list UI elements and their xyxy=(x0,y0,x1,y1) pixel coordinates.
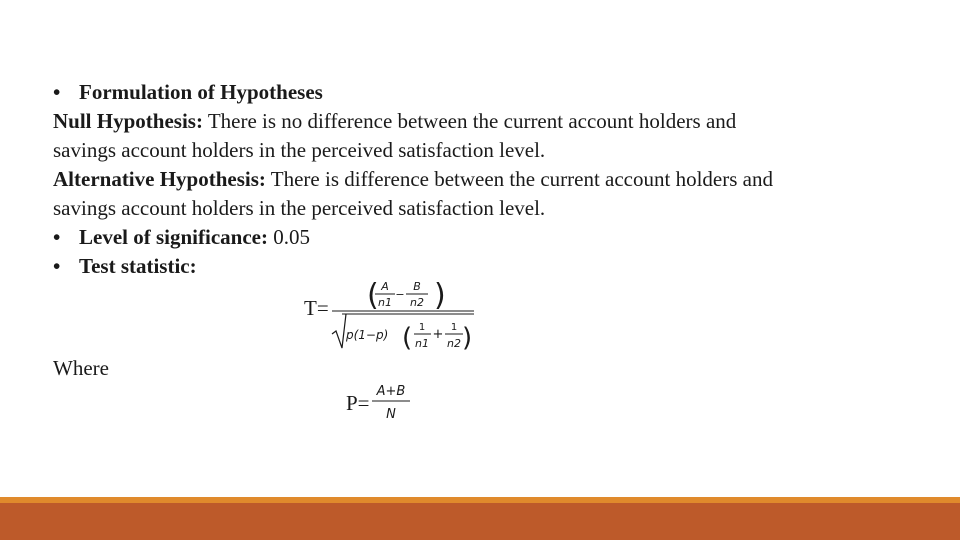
t-den-plus: + xyxy=(432,327,444,342)
p-num: A+B xyxy=(376,384,406,399)
bullet-icon: • xyxy=(53,225,61,249)
alt-hypothesis-line-1 xyxy=(53,165,893,194)
test-statistic-label: Test statistic: xyxy=(79,254,197,278)
p-den: N xyxy=(386,407,396,422)
p-formula-lhs: P= xyxy=(346,391,370,415)
footer-bar xyxy=(0,503,960,540)
alt-hypothesis-line-2: savings account holders in the perceived satisfaction level. xyxy=(53,196,546,220)
null-hypothesis-text-1: There is no difference between the current account holders and xyxy=(202,109,737,133)
where-label: Where xyxy=(53,356,109,380)
t-num-n2: n2 xyxy=(410,296,424,309)
t-num-a: A xyxy=(381,280,389,293)
t-num-b: B xyxy=(413,280,421,293)
t-formula-lhs: T= xyxy=(304,296,329,320)
alt-hypothesis-label: Alternative Hypothesis: xyxy=(53,167,266,191)
heading: Formulation of Hypotheses xyxy=(79,80,323,104)
t-formula xyxy=(330,276,480,356)
t-den-p: p(1−p) xyxy=(346,328,389,342)
t-num-minus: − xyxy=(395,288,405,301)
significance-line xyxy=(53,223,893,252)
null-hypothesis-line-1 xyxy=(53,107,893,136)
null-hypothesis-label: Null Hypothesis: xyxy=(53,109,203,133)
slide-body xyxy=(53,78,893,281)
t-num-n1: n1 xyxy=(378,296,392,309)
svg-text:(: ( xyxy=(367,278,379,313)
significance-value: 0.05 xyxy=(267,225,310,249)
svg-text:(: ( xyxy=(402,323,413,353)
svg-text:): ) xyxy=(434,278,446,313)
bullet-icon: • xyxy=(53,80,61,104)
t-den-one-a: 1 xyxy=(418,322,426,333)
p-formula xyxy=(370,380,414,426)
t-den-n1: n1 xyxy=(415,337,429,350)
t-den-n2: n2 xyxy=(447,337,461,350)
null-hypothesis-line-2: savings account holders in the perceived satisfaction level. xyxy=(53,138,546,162)
significance-label: Level of significance: xyxy=(79,225,268,249)
bullet-icon: • xyxy=(53,254,61,278)
t-den-one-b: 1 xyxy=(450,322,458,333)
heading-line xyxy=(53,78,893,107)
alt-hypothesis-text-1: There is difference between the current account holders and xyxy=(265,167,773,191)
svg-text:): ) xyxy=(462,323,473,353)
